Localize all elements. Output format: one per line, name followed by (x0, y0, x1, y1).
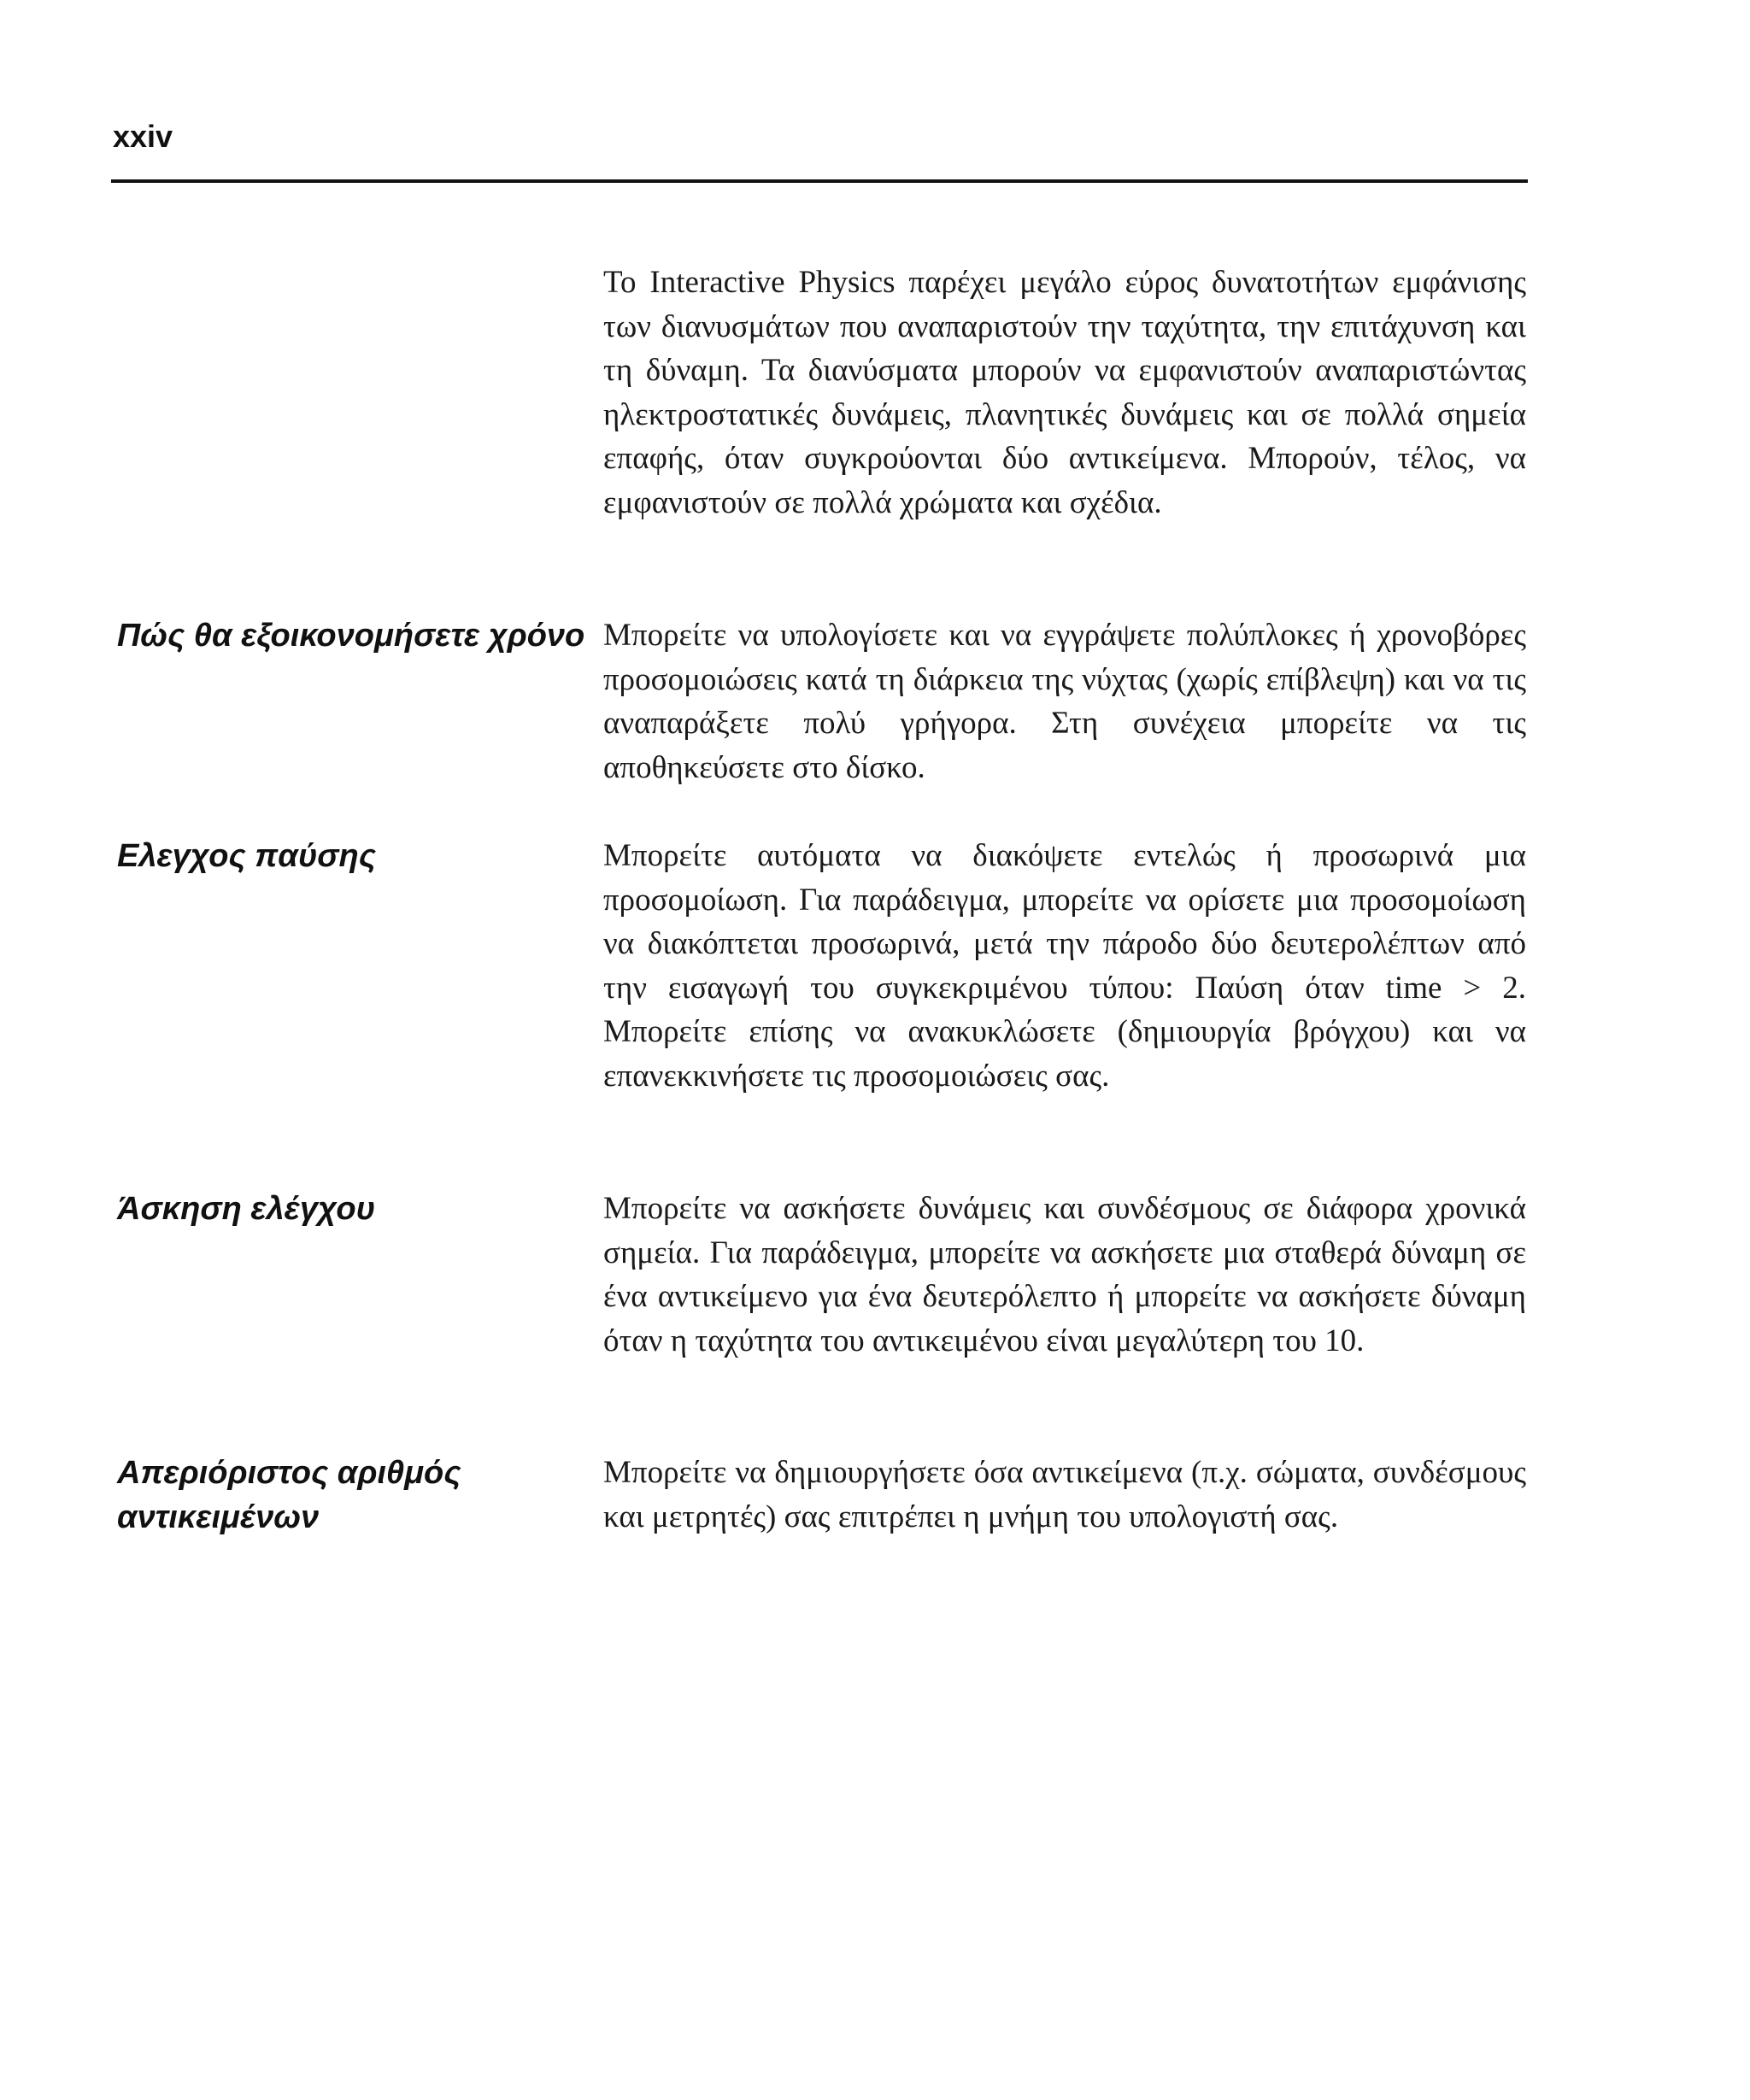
section-heading: Ελεγχος παύσης (117, 838, 376, 874)
section-heading: Πώς θα εξοικονομήσετε χρόνο (117, 618, 585, 654)
section-text: Το Interactive Physics παρέχει μεγάλο εύρος δυνατοτήτων εμφάνισης των διανυσμάτων που αναπαριστούν την ταχύτητα, την επιτάχυνση και τη δύναμη. Τα διανύσματα μπορούν να εμφανιστούν αναπαριστώντας ηλεκτροστατικές δυνάμεις, πλανητικές δυνάμεις και σε πολλά σημεία επαφής, όταν συγκρούονται δύο αντικείμενα. Μπορούν, τέλος, να εμφανιστούν σε πολλά χρώματα και σχέδια. (603, 265, 1526, 520)
section-heading: Απεριόριστος αριθμός αντικειμένων (117, 1455, 461, 1535)
section-text: Μπορείτε να ασκήσετε δυνάμεις και συνδέσμους σε διάφορα χρονικά σημεία. Για παράδειγμα, μπορείτε να ασκήσετε μια σταθερά δύναμη σε ένα αντικείμενο για ένα δευτερόλεπτο ή μπορείτε να ασκήσετε δύναμη όταν η ταχύτητα του αντικειμένου είναι μεγαλύτερη του 10. (603, 1191, 1526, 1358)
section-text: Μπορείτε αυτόματα να διακόψετε εντελώς ή προσωρινά μια προσομοίωση. Για παράδειγμα, μπορείτε να ορίσετε μια προσομοίωση να διακόπτεται προσωρινά, μετά την πάροδο δύο δευτερολέπτων από την εισαγωγή του συγκεκριμένου τύπου: Παύση όταν time > 2. Μπορείτε επίσης να ανακυκλώσετε (δημιουργία βρόγχου) και να επανεκκινήσετε τις προσομοιώσεις σας. (603, 838, 1526, 1094)
section-text: Μπορείτε να δημιουργήσετε όσα αντικείμενα (π.χ. σώματα, συνδέσμους και μετρητές) σας επιτρέπει η μνήμη του υπολογιστή σας. (603, 1455, 1526, 1534)
section-heading: Άσκηση ελέγχου (117, 1191, 376, 1227)
section-text: Μπορείτε να υπολογίσετε και να εγγράψετε πολύπλοκες ή χρονοβόρες προσομοιώσεις κατά τη διάρκεια της νύχτας (χωρίς επίβλεψη) και να τις αναπαράξετε πολύ γρήγορα. Στη συνέχεια μπορείτε να τις αποθηκεύσετε στο δίσκο. (603, 618, 1526, 785)
header-rule (111, 179, 1528, 183)
page-number: xxiv (113, 119, 173, 154)
